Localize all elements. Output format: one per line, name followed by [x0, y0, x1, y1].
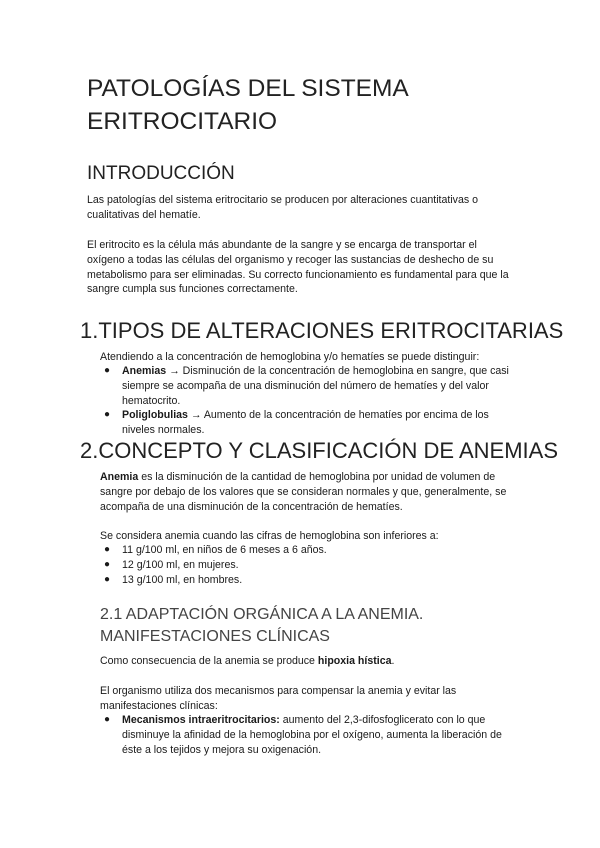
- definition-term: Anemia: [100, 471, 139, 483]
- section1-lead: Atendiendo a la concentración de hemoglobina y/o hematíes se puede distinguir:: [100, 351, 480, 363]
- list-item: [100, 408, 510, 438]
- section1-list: [100, 364, 510, 438]
- bullet-icon: ●: [104, 714, 111, 725]
- section21-heading: 2.1 ADAPTACIÓN ORGÁNICA A LA ANEMIA. MANIFESTACIONES CLÍNICAS: [100, 606, 424, 645]
- bullet-icon: ●: [104, 573, 111, 585]
- definition-text: es la disminución de la cantidad de hemoglobina por unidad de volumen de sangre por debajo de los valores que se consideran normales y que, generalmente, se acompaña de una disminución de la concentración de hematíes.: [100, 471, 507, 513]
- section2-heading: 2.CONCEPTO Y CLASIFICACIÓN DE ANEMIAS: [80, 438, 559, 463]
- section21-paragraph-1: [100, 654, 520, 669]
- bullet-icon: ●: [104, 544, 111, 555]
- item-text: 12 g/100 ml, en mujeres.: [122, 558, 239, 571]
- bullet-icon: ●: [104, 409, 111, 421]
- section2-definition: [100, 470, 520, 514]
- intro-heading: INTRODUCCIÓN: [87, 163, 235, 184]
- section21-list: [100, 713, 520, 757]
- intro-paragraph-2: El eritrocito es la célula más abundante de la sangre y se encarga de transportar el oxígeno a todas las células del organismo y recoger las sustancias de deshecho de su metabolismo para ser eliminadas. Su correcto funcionamiento es fundamental para que la sangre cumpla sus funciones correctamente.: [87, 239, 509, 296]
- list-item: [100, 364, 510, 408]
- section1-heading: 1.TIPOS DE ALTERACIONES ERITROCITARIAS: [80, 318, 564, 343]
- item-text: 13 g/100 ml, en hombres.: [122, 573, 243, 586]
- list-item: [100, 558, 510, 573]
- list-item: [100, 713, 520, 757]
- item-term: Poliglobulias: [122, 409, 188, 422]
- hemoglobin-values-list: [100, 543, 510, 587]
- list-item: [100, 573, 510, 588]
- paragraph-bold: hipoxia hística: [317, 655, 392, 667]
- list-item: [100, 543, 510, 558]
- paragraph-end: .: [391, 655, 395, 667]
- item-text: 11 g/100 ml, en niños de 6 meses a 6 años.: [122, 544, 327, 556]
- item-text: aumento del 2,3-difosfoglicerato con lo que disminuye la afinidad de la hemoglobina por el oxígeno, aumenta la liberación de éste a los tejidos y mejora su oxigenación.: [122, 714, 502, 756]
- section2-lead: Se considera anemia cuando las cifras de hemoglobina son inferiores a:: [100, 530, 439, 542]
- paragraph-text: Como consecuencia de la anemia se produce: [100, 655, 318, 667]
- bullet-icon: ●: [104, 365, 111, 376]
- bullet-icon: ●: [104, 558, 111, 570]
- section21-paragraph-2: El organismo utiliza dos mecanismos para compensar la anemia y evitar las manifestaciones clínicas:: [100, 685, 457, 712]
- item-text: → Aumento de la concentración de hematíes por encima de los niveles normales.: [122, 409, 489, 437]
- item-term: Mecanismos intraeritrocitarios:: [122, 714, 280, 726]
- intro-paragraph-1: Las patologías del sistema eritrocitario se producen por alteraciones cuantitativas o cualitativas del hematíe.: [87, 194, 479, 221]
- item-text: → Disminución de la concentración de hemoglobina en sangre, que casi siempre se acompaña de una disminución del número de hematíes y del valor hematocrito.: [122, 365, 509, 407]
- document-title: PATOLOGÍAS DEL SISTEMA ERITROCITARIO: [87, 75, 408, 135]
- item-term: Anemias: [122, 365, 167, 377]
